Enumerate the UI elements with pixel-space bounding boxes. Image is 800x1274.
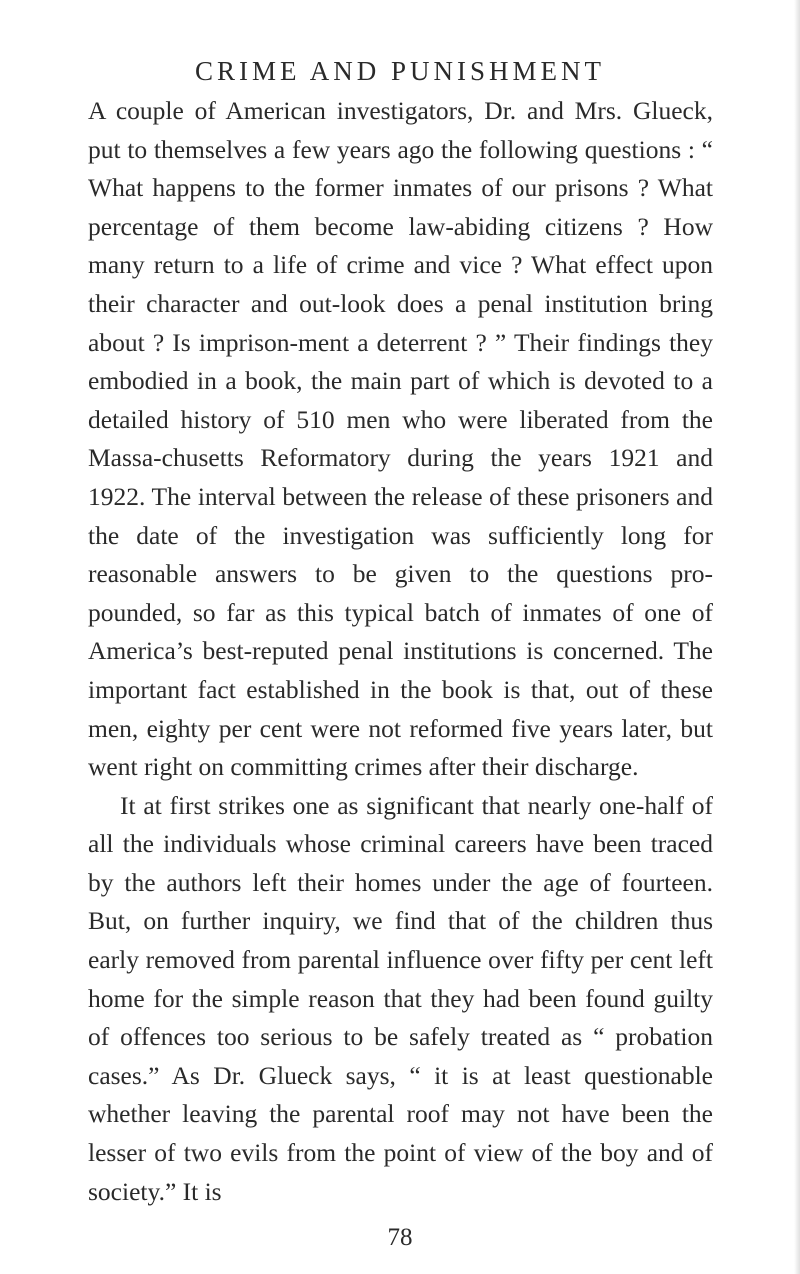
body-text — [88, 92, 713, 1211]
running-head: CRIME AND PUNISHMENT — [194, 56, 606, 86]
page-edge-shadow — [794, 0, 800, 1274]
page-number: 78 — [387, 1224, 413, 1251]
paragraph-1: A couple of American investigators, Dr. and Mrs. Glueck, put to themselves a few years ago the following questions : “ What happens to the former inmates of our prisons ? What percentage of them become law-abiding citizens ? How many return to a life of crime and vice ? What effect upon their character and out-look does a penal institution bring about ? Is imprison-ment a deterrent ? ” Their findings they embodied in a book, the main part of which is devoted to a detailed history of 510 men who were liberated from the Massa-chusetts Reformatory during the years 1921 and 1922. The interval between the release of these prisoners and the date of the investigation was sufficiently long for reasonable answers to be given to the questions pro-pounded, so far as this typical batch of inmates of one of America’s best-reputed penal institutions is concerned. The important fact established in the book is that, out of these men, eighty per cent were not reformed five years later, but went right on committing crimes after their discharge. — [88, 96, 713, 782]
paragraph-2: It at first strikes one as significant that nearly one-half of all the individuals whose criminal careers have been traced by the authors left their homes under the age of fourteen. But, on further inquiry, we find that of the children thus early removed from parental influence over fifty per cent left home for the simple reason that they had been found guilty of offences too serious to be safely treated as “ probation cases.” As Dr. Glueck says, “ it is at least questionable whether leaving the parental roof may not have been the lesser of two evils from the point of view of the boy and of society.” It is — [88, 790, 713, 1206]
